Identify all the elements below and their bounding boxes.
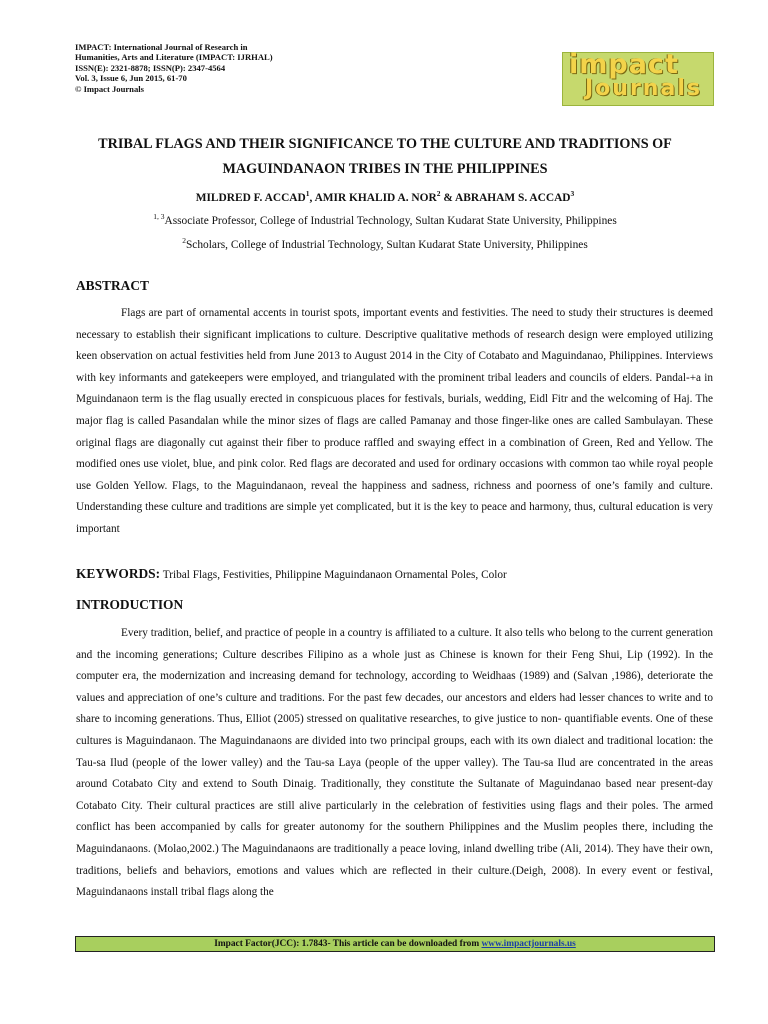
footer-text: Impact Factor(JCC): 1.7843- This article can be downloaded from [214, 939, 482, 949]
journal-name-line1: IMPACT: International Journal of Research in [75, 42, 248, 52]
journal-name-line2: Humanities, Arts and Literature (IMPACT: IJRHAL) [75, 52, 273, 63]
author-3-sup: 3 [570, 189, 575, 198]
introduction-heading: INTRODUCTION [76, 597, 184, 612]
keywords-line [76, 565, 713, 584]
abstract-text: Flags are part of ornamental accents in tourist spots, important events and festivities. The need to study their structures is deemed necessary to establish their significant implications to culture. Descriptive qualitative methods of research design were employed utilizing keen observation on actual festivities held from June 2013 to August 2014 in the City of Cotabato and Maguindanao, Philippines. Interviews with key informants and gatekeepers were employed, and triangulated with the prominent tribal leaders and councils of elders. Pandal-+a in Mguindanaon term is the flag usually erected in conspicuous places for festivals, burials, wedding, Eidl Fitr and the welcoming of Haj. The major flag is called Pasandalan while the minor sizes of flags are called Pamanay and those finger-like ones are called Sambulayan. These original flags are diagonally cut against their fiber to produce raffled and swaying effect in a combination of Green, Red and Yellow. The modified ones use violet, blue, and pink color. Red flags are decorated and used for ordinary occasions with common tao while royal people use Golden Yellow. Flags, to the Maguindanaon, reveal the happiness and sadness, richness and poorness of one’s family and culture. Understanding these culture and traditions are simple yet complicated, but it is the key to peace and harmony, thus, cultural education is very important [76, 307, 713, 535]
footer-link[interactable]: www.impactjournals.us [481, 939, 576, 949]
author-1: MILDRED F. ACCAD [195, 191, 306, 204]
author-3: & ABRAHAM S. ACCAD [440, 191, 571, 204]
copyright: © Impact Journals [75, 83, 144, 94]
keywords-label: KEYWORDS: [76, 566, 161, 581]
logo-text-line2: Journals [585, 76, 702, 101]
volume-info: Vol. 3, Issue 6, Jun 2015, 61-70 [75, 73, 187, 84]
author-1-sup: 1 [305, 189, 310, 198]
affiliation-1-text: Associate Professor, College of Industrial Technology, Sultan Kudarat State University, Philippines [164, 214, 617, 227]
introduction-text: Every tradition, belief, and practice of people in a country is affiliated to a culture. It also tells who belong to the current generation and the incoming generations; Culture describes Filipino as a whole just as Chinese is known for their Feng Shui, Lip (1992). In the computer era, the modernization and increasing demand for technology, according to Weidhaas (1989) and (Salvan ,1986), deteriorate the values and appreciation of one’s culture and traditions. For the past few decades, our ancestors and elders had lesser chances to write and to share to incoming generations. Thus, Elliot (2005) stressed on qualitative researches, to give justice to non- quantifiable events. One of these cultures is Maguindanaon. The Maguindanaons are divided into two principal groups, each with its own dialect and traditional location: the Tau-sa Ilud (people of the lower valley) and the Tau-sa Laya (people of the upper valley). The Tau-sa Ilud are concentrated in the areas around Cotabato City and extend to South Dinaig. Traditionally, they constitute the Sultanate of Maguindanao based near present-day Cotabato City. Their cultural practices are still alive particularly in the celebration of festivities using flags and their poles. The armed conflict has been accompanied by calls for greater autonomy for the southern Philippines and the Muslim peoples there, including the Maguindanaons. (Molao,2002.) The Maguindanaons are traditionally a peace loving, inland dwelling tribe (Ali, 2014). They have their own, traditions, beliefs and behaviors, emotions and values which are reflected in their culture.(Deigh, 2008). In every event or festival, Maguindanaons install tribal flags along the [76, 627, 713, 899]
keywords-text: Tribal Flags, Festivities, Philippine Maguindanaon Ornamental Poles, Color [160, 569, 507, 581]
issn: ISSN(E): 2321-8878; ISSN(P): 2347-4564 [75, 62, 226, 73]
affiliation-2-sup: 2 [182, 236, 186, 245]
abstract-heading: ABSTRACT [76, 278, 149, 293]
author-2: , AMIR KHALID A. NOR [309, 191, 437, 204]
logo-text-line1: impact [569, 49, 679, 80]
affiliation-2 [60, 233, 710, 253]
footer-bar [75, 936, 715, 952]
author-list [60, 186, 710, 206]
affiliation-2-text: Scholars, College of Industrial Technology, Sultan Kudarat State University, Philippines [185, 238, 588, 251]
paper-title: TRIBAL FLAGS AND THEIR SIGNIFICANCE TO THE CULTURE AND TRADITIONS OF MAGUINDANAON TRIBES IN THE PHILIPPINES [98, 136, 672, 177]
impact-journals-logo [562, 49, 714, 106]
journal-header [75, 42, 375, 94]
affiliation-1 [60, 209, 710, 229]
affiliation-1-sup: 1, 3 [153, 212, 165, 221]
author-2-sup: 2 [436, 189, 441, 198]
